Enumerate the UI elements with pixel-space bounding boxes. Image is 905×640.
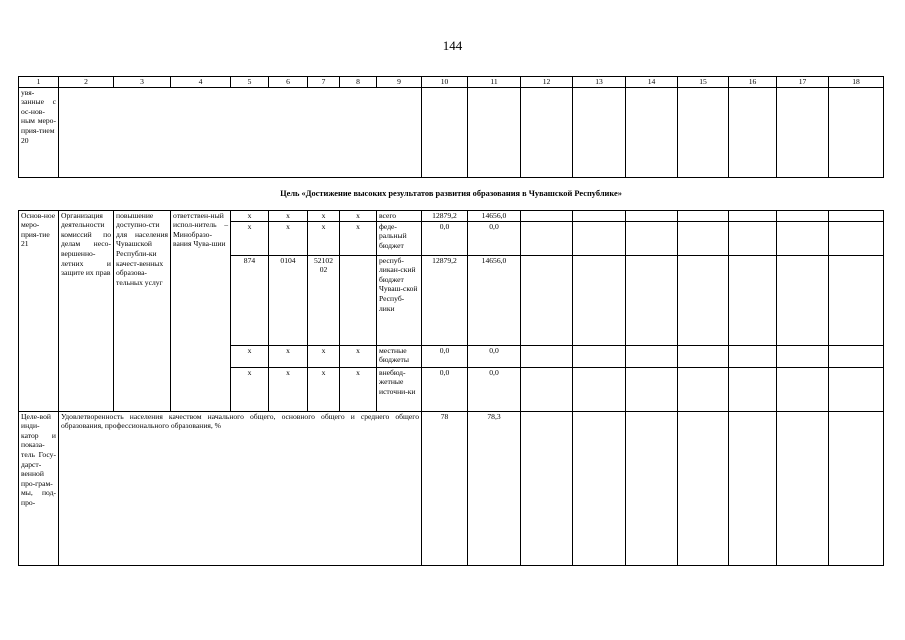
- code-grbs: х: [231, 345, 269, 367]
- column-number: 10: [422, 77, 468, 88]
- code-rz: х: [269, 345, 308, 367]
- cell: [521, 411, 573, 565]
- value-col10: 0,0: [422, 367, 468, 411]
- code-csr: х: [308, 367, 340, 411]
- cell: [729, 411, 777, 565]
- cell: [729, 221, 777, 255]
- budget-table: [18, 76, 884, 566]
- cell: [729, 367, 777, 411]
- cell: [626, 367, 678, 411]
- column-number: 7: [308, 77, 340, 88]
- code-grbs: х: [231, 210, 269, 221]
- column-number: 17: [777, 77, 829, 88]
- cell: [573, 255, 626, 345]
- indicator-value-col10: 78: [422, 411, 468, 565]
- value-col11: 0,0: [468, 221, 521, 255]
- funding-source: местные бюджеты: [377, 345, 422, 367]
- value-col10: 12879,2: [422, 210, 468, 221]
- budget-table-container: [18, 76, 883, 566]
- event-name: Организация деятельности комиссий по делам несо-вершенно-летних и защите их прав: [59, 210, 114, 411]
- cell: [468, 87, 521, 177]
- column-number: 1: [19, 77, 59, 88]
- code-vr: х: [340, 367, 377, 411]
- column-number: 9: [377, 77, 422, 88]
- cell: [678, 87, 729, 177]
- cell: [829, 221, 884, 255]
- cell: [422, 87, 468, 177]
- column-number-row: [19, 77, 884, 88]
- column-number: 11: [468, 77, 521, 88]
- prev-block-empty: [59, 87, 422, 177]
- cell: [829, 210, 884, 221]
- funding-source: всего: [377, 210, 422, 221]
- prev-block-label: увя-занные с ос-нов-ным меро-прия-тием 20: [19, 87, 59, 177]
- code-vr: х: [340, 221, 377, 255]
- cell: [777, 411, 829, 565]
- cell: [678, 255, 729, 345]
- cell: [573, 87, 626, 177]
- page-number: 144: [442, 38, 463, 53]
- cell: [829, 411, 884, 565]
- code-rz: х: [269, 367, 308, 411]
- column-number: 4: [171, 77, 231, 88]
- goal-heading: Цель «Достижение высоких результатов развития образования в Чувашской Республике»: [19, 177, 884, 210]
- funding-source: респуб-ликан-ский бюджет Чуваш-ской Респуб-лики: [377, 255, 422, 345]
- column-number: 18: [829, 77, 884, 88]
- cell: [626, 255, 678, 345]
- cell: [521, 87, 573, 177]
- cell: [626, 345, 678, 367]
- column-number: 16: [729, 77, 777, 88]
- cell: [729, 255, 777, 345]
- cell: [729, 87, 777, 177]
- cell: [829, 367, 884, 411]
- cell: [626, 411, 678, 565]
- column-number: 8: [340, 77, 377, 88]
- code-grbs: 874: [231, 255, 269, 345]
- cell: [777, 367, 829, 411]
- cell: [678, 221, 729, 255]
- code-csr: х: [308, 210, 340, 221]
- cell: [678, 411, 729, 565]
- code-grbs: х: [231, 367, 269, 411]
- cell: [678, 367, 729, 411]
- indicator-text: Удовлетворенность населения качеством начального общего, основного общего и среднего общего образования, профессионального образования, %: [59, 411, 422, 565]
- code-csr: х: [308, 221, 340, 255]
- cell: [521, 345, 573, 367]
- funding-source: феде-ральный бюджет: [377, 221, 422, 255]
- code-grbs: х: [231, 221, 269, 255]
- code-csr: х: [308, 345, 340, 367]
- cell: [829, 255, 884, 345]
- cell: [829, 87, 884, 177]
- column-number: 12: [521, 77, 573, 88]
- cell: [626, 210, 678, 221]
- indicator-label: Целе-вой инди-катор и показа-тель Госу-дарст-венной про-грам-мы, под-про-: [19, 411, 59, 565]
- cell: [573, 210, 626, 221]
- cell: [521, 221, 573, 255]
- value-col11: 0,0: [468, 345, 521, 367]
- value-col10: 12879,2: [422, 255, 468, 345]
- value-col11: 14656,0: [468, 255, 521, 345]
- cell: [777, 221, 829, 255]
- column-number: 3: [114, 77, 171, 88]
- value-col10: 0,0: [422, 345, 468, 367]
- funding-source: внебюд-жетные источни-ки: [377, 367, 422, 411]
- event-purpose: повышение доступно-сти для населения Чувашской Республи-ки качест-венных образова-тельных услуг: [114, 210, 171, 411]
- code-csr: 52102 02: [308, 255, 340, 345]
- cell: [521, 210, 573, 221]
- cell: [626, 87, 678, 177]
- cell: [829, 345, 884, 367]
- indicator-value-col11: 78,3: [468, 411, 521, 565]
- cell: [777, 87, 829, 177]
- event-row-total: [19, 210, 884, 221]
- cell: [521, 255, 573, 345]
- prev-block-row: [19, 87, 884, 177]
- cell: [573, 345, 626, 367]
- cell: [729, 345, 777, 367]
- column-number: 2: [59, 77, 114, 88]
- cell: [678, 210, 729, 221]
- cell: [521, 367, 573, 411]
- cell: [573, 367, 626, 411]
- cell: [777, 255, 829, 345]
- value-col10: 0,0: [422, 221, 468, 255]
- cell: [573, 221, 626, 255]
- value-col11: 0,0: [468, 367, 521, 411]
- cell: [777, 345, 829, 367]
- event-label: Основ-ное меро-прия-тие 21: [19, 210, 59, 411]
- column-number: 15: [678, 77, 729, 88]
- code-rz: 0104: [269, 255, 308, 345]
- cell: [678, 345, 729, 367]
- cell: [573, 411, 626, 565]
- cell: [626, 221, 678, 255]
- cell: [777, 210, 829, 221]
- event-executor: ответствен-ный испол-нитель – Минобразо-вания Чува-шии: [171, 210, 231, 411]
- code-vr: х: [340, 345, 377, 367]
- indicator-row: [19, 411, 884, 565]
- value-col11: 14656,0: [468, 210, 521, 221]
- code-rz: х: [269, 221, 308, 255]
- column-number: 5: [231, 77, 269, 88]
- goal-row: [19, 177, 884, 210]
- code-vr: [340, 255, 377, 345]
- column-number: 6: [269, 77, 308, 88]
- cell: [729, 210, 777, 221]
- column-number: 13: [573, 77, 626, 88]
- column-number: 14: [626, 77, 678, 88]
- code-rz: х: [269, 210, 308, 221]
- code-vr: х: [340, 210, 377, 221]
